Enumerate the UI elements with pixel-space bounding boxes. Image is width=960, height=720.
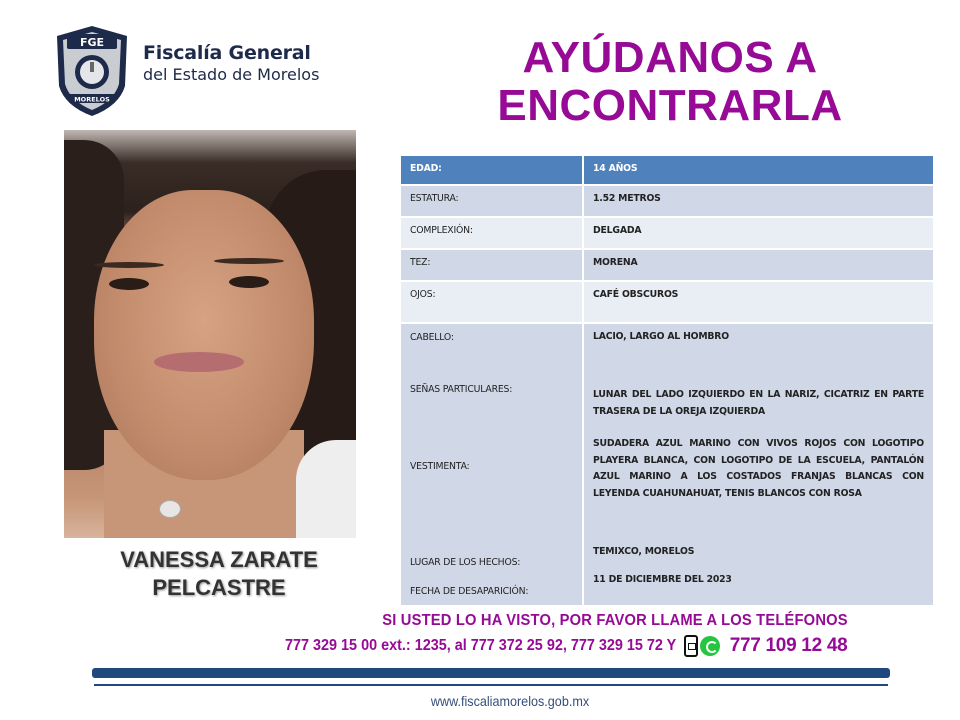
place-label: LUGAR DE LOS HECHOS: (410, 557, 521, 568)
hair-label: CABELLO: (410, 332, 454, 343)
complexion-value: MORENA (584, 250, 933, 280)
table-row-build (401, 218, 933, 248)
table-row-age (401, 156, 933, 184)
date-label: FECHA DE DESAPARICIÓN: (410, 586, 529, 597)
height-value: 1.52 METROS (584, 186, 933, 216)
footer-divider-thick (92, 668, 890, 678)
heart-pendant-icon (159, 500, 181, 518)
headline-line1: AYÚDANOS A (522, 33, 818, 82)
build-value: DELGADA (584, 218, 933, 248)
table-row-extended (401, 324, 933, 605)
org-name-line2: del Estado de Morelos (143, 65, 320, 84)
complexion-label: TEZ: (401, 250, 582, 280)
headline-line2: ENCONTRARLA (497, 81, 843, 130)
headline (470, 34, 870, 130)
missing-person-photo (64, 130, 356, 538)
clothing-label: VESTIMENTA: (410, 461, 470, 472)
table-row-height (401, 186, 933, 216)
footer-divider-thin (94, 684, 888, 686)
shield-badge-icon (53, 24, 131, 118)
call-to-action-line1: SI USTED LO HA VISTO, POR FAVOR LLAME A LOS TELÉFONOS (382, 612, 848, 629)
eyes-label: OJOS: (401, 282, 582, 322)
hair-value: LACIO, LARGO AL HOMBRO (593, 331, 729, 342)
marks-label: SEÑAS PARTICULARES: (410, 384, 513, 395)
height-label: ESTATURA: (401, 186, 582, 216)
organization-name (143, 42, 319, 84)
svg-text:FGE: FGE (79, 36, 105, 49)
details-table (401, 156, 933, 605)
table-row-eyes (401, 282, 933, 322)
fge-logo-badge (53, 24, 131, 118)
phone-numbers: 777 329 15 00 ext.: 1235, al 777 372 25 92, 777 329 15 72 Y (285, 637, 677, 654)
age-label: EDAD: (401, 156, 582, 184)
table-row-complexion (401, 250, 933, 280)
age-value: 14 AÑOS (584, 156, 933, 184)
website-link[interactable]: www.fiscaliamorelos.gob.mx (430, 693, 590, 709)
call-to-action-phones (285, 635, 945, 657)
eyes-value: CAFÉ OBSCUROS (584, 282, 933, 322)
marks-value: LUNAR DEL LADO IZQUIERDO EN LA NARIZ, CICATRIZ EN PARTE TRASERA DE LA OREJA IZQUIERDA (593, 389, 924, 417)
place-value: TEMIXCO, MORELOS (593, 546, 695, 557)
whatsapp-icon (700, 636, 720, 656)
clothing-value: SUDADERA AZUL MARINO CON VIVOS ROJOS CON LOGOTIPO PLAYERA BLANCA, CON LOGOTIPO DE LA ESCUELA, PANTALÓN AZUL MARINO A LOS COSTADOS FRANJAS BLANCAS CON LEYENDA CUAHUNAHUAT, TENIS BLANCOS CON ROSA (593, 438, 924, 499)
mobile-message-icon (684, 635, 698, 657)
svg-text:MORELOS: MORELOS (74, 95, 110, 104)
build-label: COMPLEXIÓN: (401, 218, 582, 248)
whatsapp-number: 777 109 12 48 (729, 635, 848, 656)
org-name-line1: Fiscalía General (143, 42, 311, 64)
person-name-line1: VANESSA ZARATE (120, 547, 318, 572)
date-value: 11 DE DICIEMBRE DEL 2023 (593, 574, 732, 585)
person-name-line2: PELCASTRE (152, 575, 286, 600)
person-name (84, 546, 354, 602)
